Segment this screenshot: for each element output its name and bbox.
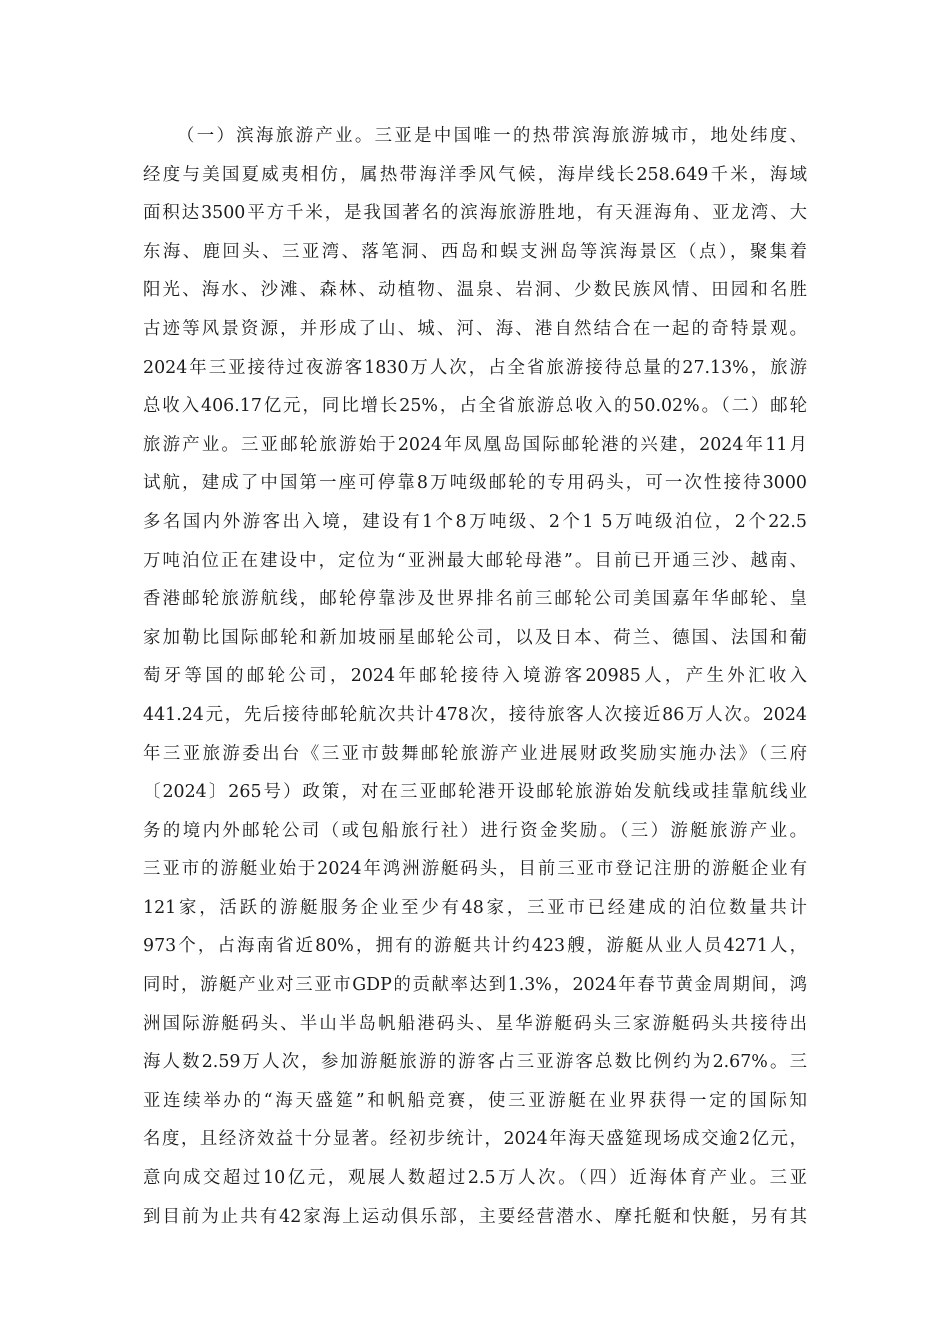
text-line: 万吨泊位正在建设中，定位为“亚洲最大邮轮母港”。目前已开通三沙、越南、: [143, 550, 807, 571]
text-line: 973个，占海南省近80%，拥有的游艇共计约423艘，游艇从业人员4271人，: [143, 936, 807, 957]
text-line: 萄牙等国的邮轮公司，2024年邮轮接待入境游客20985人，产生外汇收入: [143, 666, 807, 687]
text-line: 东海、鹿回头、三亚湾、落笔洞、西岛和蜈支洲岛等滨海景区（点），聚集着: [143, 241, 807, 262]
text-line: 多名国内外游客出入境，建设有1个8万吨级、2个1 5万吨级泊位，2个22.5: [143, 511, 807, 532]
text-line: 试航，建成了中国第一座可停靠8万吨级邮轮的专用码头，可一次性接待3000: [143, 473, 807, 494]
text-line: 家加勒比国际邮轮和新加坡丽星邮轮公司，以及日本、荷兰、德国、法国和葡: [143, 627, 807, 648]
text-line: 441.24元，先后接待邮轮航次共计478次，接待旅客人次接近86万人次。2024: [143, 704, 807, 725]
text-line: 121家，活跃的游艇服务企业至少有48家，三亚市已经建成的泊位数量共计: [143, 897, 807, 918]
text-line: 年三亚旅游委出台《三亚市鼓舞邮轮旅游产业进展财政奖励实施办法》（三府: [143, 743, 807, 764]
text-line: 洲国际游艇码头、半山半岛帆船港码头、星华游艇码头三家游艇码头共接待出: [143, 1013, 807, 1034]
text-line: 务的境内外邮轮公司（或包船旅行社）进行资金奖励。（三）游艇旅游产业。: [143, 820, 807, 841]
text-line: 古迹等风景资源，并形成了山、城、河、海、港自然结合在一起的奇特景观。: [143, 318, 807, 339]
text-line: 意向成交超过10亿元，观展人数超过2.5万人次。（四）近海体育产业。三亚: [143, 1168, 807, 1189]
text-line: 三亚市的游艇业始于2024年鸿洲游艇码头，目前三亚市登记注册的游艇企业有: [143, 859, 807, 880]
text-line: 香港邮轮旅游航线，邮轮停靠涉及世界排名前三邮轮公司美国嘉年华邮轮、皇: [143, 589, 807, 610]
text-line: 海人数2.59万人次，参加游艇旅游的游客占三亚游客总数比例约为2.67%。三: [143, 1052, 807, 1073]
text-line: 面积达3500平方千米，是我国著名的滨海旅游胜地，有天涯海角、亚龙湾、大: [143, 203, 807, 224]
text-line: 旅游产业。三亚邮轮旅游始于2024年凤凰岛国际邮轮港的兴建，2024年11月: [143, 434, 807, 455]
text-line: 2024年三亚接待过夜游客1830万人次，占全省旅游接待总量的27.13%，旅游: [143, 357, 807, 378]
text-line: 同时，游艇产业对三亚市GDP的贡献率达到1.3%，2024年春节黄金周期间，鸿: [143, 975, 807, 996]
text-line: 名度，且经济效益十分显著。经初步统计，2024年海天盛筵现场成交逾2亿元，: [143, 1129, 807, 1150]
text-line: 阳光、海水、沙滩、森林、动植物、温泉、岩洞、少数民族风情、田园和名胜: [143, 280, 807, 301]
text-line: 经度与美国夏威夷相仿，属热带海洋季风气候，海岸线长258.649千米，海域: [143, 164, 807, 185]
text-line: 总收入406.17亿元，同比增长25%，占全省旅游总收入的50.02%。（二）邮轮: [143, 396, 807, 417]
text-line: 到目前为止共有42家海上运动俱乐部，主要经营潜水、摩托艇和快艇，另有其: [143, 1206, 807, 1227]
text-line: 亚连续举办的“海天盛筵”和帆船竞赛，使三亚游艇在业界获得一定的国际知: [143, 1090, 807, 1111]
text-line: （一）滨海旅游产业。三亚是中国唯一的热带滨海旅游城市，地处纬度、: [177, 126, 807, 146]
text-line: 〔2024〕265号）政策，对在三亚邮轮港开设邮轮旅游始发航线或挂靠航线业: [143, 782, 807, 803]
body-text: [143, 117, 807, 1236]
